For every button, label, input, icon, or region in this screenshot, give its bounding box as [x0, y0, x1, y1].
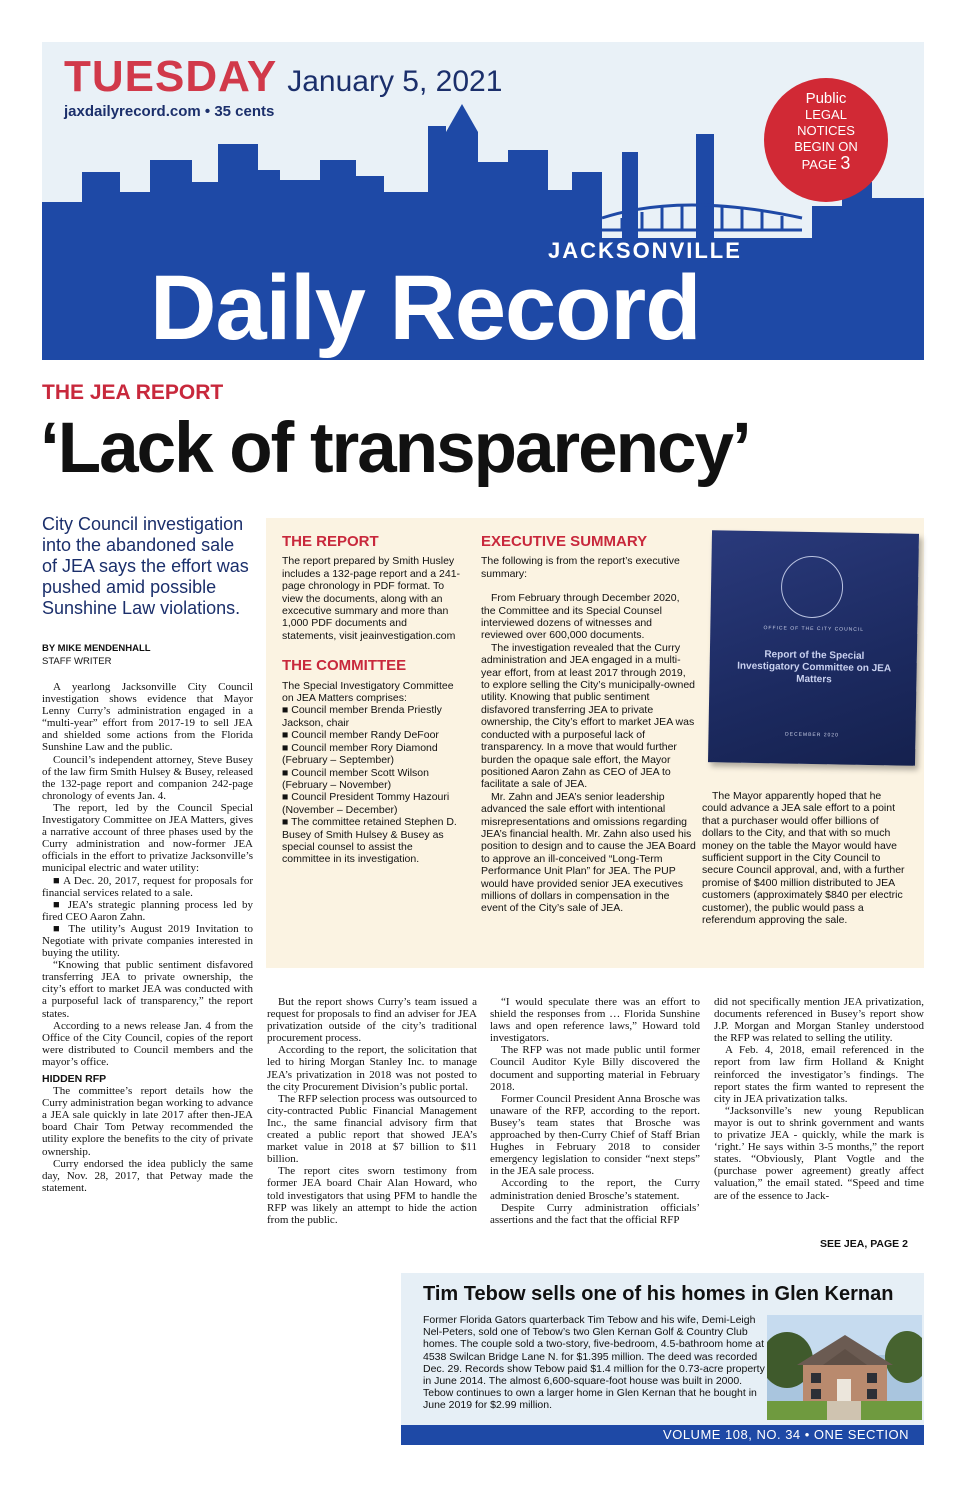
sidebar-text: From February through December 2020, the Committee and its Special Counsel interviewed dozens of witnesses and reviewed over 600,000 documents.: [481, 592, 680, 642]
byline: [42, 642, 151, 668]
brief-headline[interactable]: Tim Tebow sells one of his homes in Glen Kernan: [423, 1283, 894, 1305]
paragraph: According to the report, the solicitation that led to hiring Morgan Stanley Inc. to manage JEA’s privatization in 2018 was not posted to the city Procurement Division’s public portal.: [267, 1044, 477, 1093]
report-cover-image: [708, 530, 919, 766]
sidebar-text: The report prepared by Smith Husley includes a 132-page report and a 241-page chronology in PDF format. To view the documents, along with an excecutive summary and more than 1,000 PDF documents and statements, visit jeainvestigation.com: [282, 555, 461, 642]
cover-title: Report of the Special Investigatory Committee on JEA Matters: [737, 649, 892, 686]
story-column-2: [267, 996, 477, 1226]
sidebar-text: The Special Investigatory Committee on JEA Matters comprises:: [282, 679, 454, 705]
paragraph: “Jacksonville’s new young Republican mayor is out to shrink government and wants to privatize JEA - quickly, while the mark is ‘right.’ He says within 3-5 months,” the report states. “Obviously, Plant Vogtle and the (purchase power agreement) greatly affect valuation,” the email stated. “Speed and time are of the essence to Jack-: [714, 1104, 924, 1202]
issue-date: January 5, 2021: [287, 65, 503, 98]
website-and-price[interactable]: jaxdailyrecord.com • 35 cents: [64, 103, 275, 120]
paragraph: According to the report, the Curry administration denied Brosche’s statement.: [490, 1177, 700, 1202]
badge-page-label: PAGE: [801, 157, 837, 172]
paragraph: A yearlong Jacksonville City Council investigation shows evidence that Mayor Lenny Curry’s administration engaged in a “multi-year” effort from 2017-19 to sell JEA and shielded some actions from the Florida Sunshine Law and the public.: [42, 681, 253, 754]
story-column-1: [42, 681, 253, 1194]
subhead: HIDDEN RFP: [42, 1073, 107, 1085]
paragraph: Despite Curry administration officials’ assertions and the fact that the official RFP: [490, 1201, 700, 1226]
sidebar-heading: EXECUTIVE SUMMARY: [481, 533, 648, 550]
sidebar-text: The following is from the report’s executive summary:: [481, 555, 680, 580]
paragraph: The committee’s report details how the Curry administration began working to advance a JEA sale quickly in late 2017 after then-JEA board Chair Tom Petway recommended the utility explore the benefits to the city of private ownership.: [42, 1085, 253, 1158]
committee-member: ■ Council member Brenda Priestly Jackson, chair: [282, 704, 442, 729]
sidebar-summary-continued: [702, 790, 907, 926]
jump-link[interactable]: SEE JEA, PAGE 2: [820, 1238, 908, 1250]
bullet-paragraph: ■ The utility’s August 2019 Invitation to Negotiate with private companies interested in buying the utility.: [42, 922, 253, 960]
masthead: [42, 42, 924, 360]
badge-line: BEGIN ON: [794, 139, 858, 154]
sidebar-text: Mr. Zahn and JEA’s senior leadership advanced the sale effort with intentional misrepresentations and omissions regarding JEA’s financial health. Mr. Zahn also used his position to design and to cause the JEA Board to approve an ill-conceived “Long-Term Performance Unit Plan” for JEA. The PUP would have provided senior JEA executives millions of dollars in compensation in the event of the City’s sale of JEA.: [481, 790, 696, 915]
sidebar-heading: THE COMMITTEE: [282, 657, 407, 675]
paragraph: Council’s independent attorney, Steve Busey of the law firm Smith Hulsey & Busey, released the 132-page report and companion 242-page chronology of events Jan. 4.: [42, 753, 253, 802]
bullet-paragraph: ■ A Dec. 20, 2017, request for proposals for financial services related to a sale.: [42, 874, 253, 899]
paragraph: The RFP selection process was outsourced to city-contracted Public Financial Management Inc., the same financial advisory firm that created a public report that showed JEA’s market value in 2018 at $7 billion to $11 billion.: [267, 1092, 477, 1166]
paragraph: Former Council President Anna Brosche was unaware of the RFP, according to the report. Busey’s team states that Brosche was approached by then-Curry Chief of Staff Brian Hughes in February 2018 to consider emergency legislation to consider “next steps” in the JEA sale process.: [490, 1092, 700, 1178]
committee-member: ■ Council member Rory Diamond (February – September): [282, 741, 438, 767]
paragraph: The report cites sworn testimony from former JEA board Chair Alan Howard, who told investigators that using PFM to handle the RFP was likely an attempt to hide the action from the public.: [267, 1165, 477, 1226]
bullet-paragraph: ■ JEA’s strategic planning process led by fired CEO Aaron Zahn.: [42, 898, 253, 923]
sidebar-summary-column: [481, 533, 696, 915]
badge-line: Public: [805, 90, 847, 107]
story-kicker: THE JEA REPORT: [42, 381, 224, 404]
paragraph: Curry endorsed the idea publicly the same day, Nov. 28, 2017, that Petway made the statement.: [42, 1157, 253, 1194]
sidebar-report-column: [282, 533, 462, 866]
badge-line: NOTICES: [797, 123, 855, 138]
sidebar-text: The Mayor apparently hoped that he could advance a JEA sale effort to a point that a purchaser would offer billions of dollars to the City, and that with so much money on the table the Mayor would have sufficient support in the City Council to secure Council approval, and, with a further promise of $400 million distributed to JEA customers (approximately $840 per electric customer), the public would pass a referendum approving the sale.: [702, 790, 905, 927]
committee-member: ■ Council President Tommy Hazouri (November – December): [282, 791, 450, 816]
story-headline[interactable]: ‘Lack of transparency’: [40, 409, 750, 488]
sidebar-text: The investigation revealed that the Curry administration and JEA engaged in a multi-year effort, from at least 2017 through 2019, to explore selling the City’s municipally-owned utility. Knowing that public sentiment disfavored transferring JEA to private ownership, the City’s effort to market JEA was conducted with a purposeful lack of transparency. In a move that would further burden the opaque sale effort, the Mayor positioned Aaron Zahn as CEO of JEA to facilitate a sale of JEA.: [481, 641, 695, 791]
story-column-3: [490, 996, 700, 1226]
byline-name: BY MIKE MENDENHALL: [42, 643, 151, 654]
committee-member: ■ Council member Scott Wilson (February – November): [282, 766, 429, 791]
paragraph: “I would speculate there was an effort to shield the responses from … Florida Sunshine laws and open reference laws,” Howard told investigators.: [490, 996, 700, 1045]
legal-notices-badge[interactable]: [764, 78, 888, 202]
cover-office: OFFICE OF THE CITY COUNCIL: [763, 625, 865, 633]
brand-logo: Daily Record: [150, 257, 701, 359]
dateline: [64, 52, 502, 102]
paragraph: did not specifically mention JEA privatization, documents referenced in Busey’s report show J.P. Morgan and Morgan Stanley understood the RFP was related to selling the utility.: [714, 996, 924, 1045]
badge-line: LEGAL: [805, 107, 847, 122]
story-column-4: [714, 996, 924, 1202]
badge-page-number: 3: [840, 153, 851, 173]
badge-line: [764, 155, 888, 173]
city-seal-icon: [781, 555, 844, 618]
committee-member: ■ The committee retained Stephen D. Busey of Smith Hulsey & Busey as special counsel to assist the committee in its investigation.: [282, 816, 457, 866]
paragraph: But the report shows Curry’s team issued a request for proposals to find an adviser for JEA privatization outside of the city’s traditional procurement process.: [267, 996, 477, 1045]
paragraph: A Feb. 4, 2018, email referenced in the report from law firm Holland & Knight reinforced the investigator’s findings. The report states the firm wanted to represent the city in JEA privatization talks.: [714, 1044, 924, 1105]
paragraph: According to a news release Jan. 4 from the Office of the City Council, copies of the report were distributed to Council members and the mayor’s office.: [42, 1019, 253, 1068]
volume-footer: VOLUME 108, NO. 34 • ONE SECTION: [401, 1425, 924, 1445]
paragraph: “Knowing that public sentiment disfavored transferring JEA to private ownership, the city’s effort to market JEA was conducted with a purposeful lack of transparency,” the report states.: [42, 959, 253, 1020]
committee-member: ■ Council member Randy DeFoor: [282, 729, 439, 742]
byline-title: STAFF WRITER: [42, 656, 112, 667]
brand-city: JACKSONVILLE: [548, 238, 742, 263]
brief-text: Former Florida Gators quarterback Tim Tebow and his wife, Demi-Leigh Nel-Peters, sold one of Tebow’s two Glen Kernan Golf & Country Club homes. The couple sold a two-story, five-bedroom, 4.5-bathroom home at 4538 Swilcan Bridge Lane N. for $1.395 million. The deed was recorded Dec. 29. Records show Tebow paid $1.4 million for the 0.73-acre property in June 2014. The almost 6,600-square-foot house was built in 2000. Tebow continues to own a larger home in Glen Kernan that he bought in June 2019 for $2.99 million.: [423, 1314, 765, 1412]
cover-date: DECEMBER 2020: [784, 731, 839, 739]
paragraph: The RFP was not made public until former Council Auditor Kyle Billy discovered the document and supporting material in February 2018.: [490, 1044, 700, 1093]
tebow-brief: [401, 1273, 924, 1445]
paragraph: The report, led by the Council Special Investigatory Committee on JEA Matters, gives a narrative account of three phases used by the Curry administration and now-former JEA officials in the effort to privatize Jacksonville’s municipal electric and water utility:: [42, 801, 253, 875]
issue-day: TUESDAY: [64, 52, 278, 101]
house-photo: [767, 1315, 922, 1420]
report-sidebar: [266, 518, 924, 968]
story-deck: City Council investigation into the abandoned sale of JEA says the effort was pushed amid possible Sunshine Law violations.: [42, 514, 249, 618]
sidebar-heading: THE REPORT: [282, 533, 379, 550]
